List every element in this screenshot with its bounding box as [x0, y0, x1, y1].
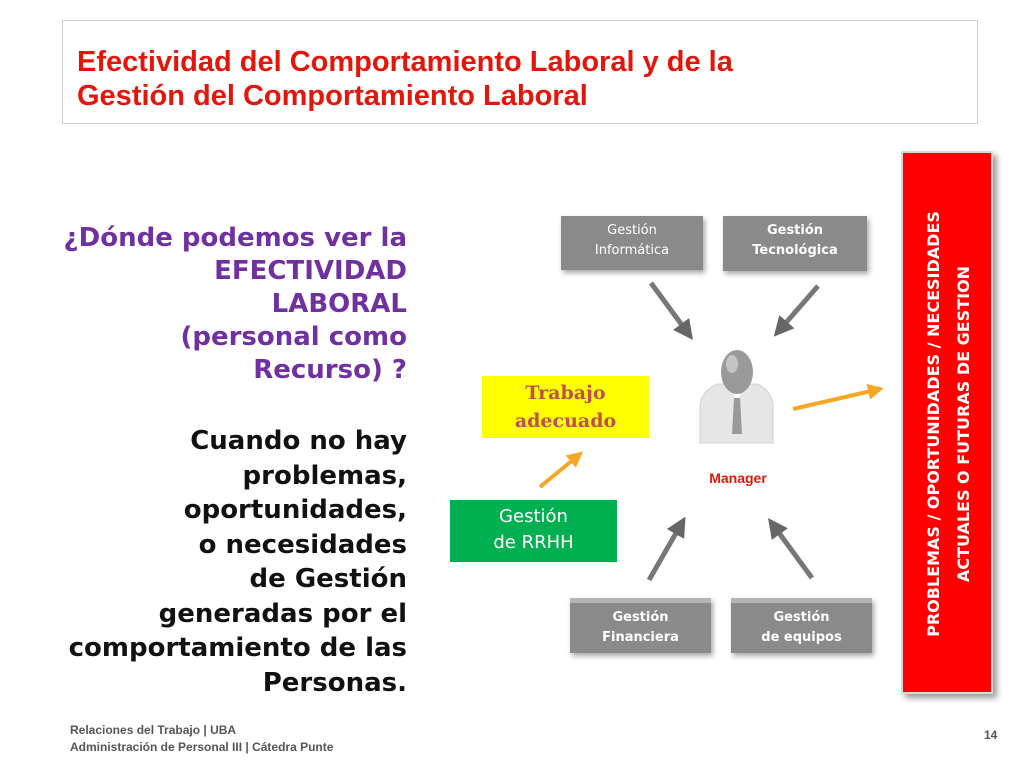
question-line: ¿Dónde podemos ver la — [63, 223, 407, 253]
question-line: Recurso) ? — [253, 355, 407, 385]
trabajo-adecuado-line: adecuado — [514, 410, 617, 432]
gestion-informatica-line: Informática — [594, 243, 670, 258]
gestion-financiera-line: Financiera — [602, 630, 679, 645]
answer-line: Personas. — [262, 667, 407, 698]
trabajo-adecuado-box — [482, 376, 649, 438]
answer-line: oportunidades, — [183, 495, 407, 525]
answer-line: Cuando no hay — [190, 426, 407, 456]
title-line-1: Efectividad del Comportamiento Laboral y de la — [77, 46, 733, 78]
answer-line: generadas por el — [158, 598, 407, 629]
answer-line: de Gestión — [249, 564, 407, 594]
arrow-from-tecnologica — [777, 286, 818, 333]
gestion-rrhh-line: de RRHH — [493, 532, 574, 553]
gestion-financiera-line: Gestión — [612, 610, 669, 625]
arrow-rrhh-to-trabajo — [540, 454, 580, 487]
gestion-tecnologica-box — [723, 216, 867, 271]
gestion-tecnologica-line: Tecnológica — [752, 243, 838, 258]
answer-line: problemas, — [242, 460, 407, 491]
manager-label: Manager — [709, 470, 767, 486]
page-number: 14 — [984, 728, 998, 742]
problems-panel-text — [919, 154, 979, 694]
answer-line: o necesidades — [198, 529, 407, 560]
arrow-manager-to-panel — [793, 389, 880, 409]
panel-line-2: ACTUALES O FUTURAS DE GESTION — [954, 265, 973, 583]
arrow-from-informatica — [651, 283, 690, 336]
arrow-from-equipos — [771, 522, 812, 578]
gestion-financiera-box — [570, 598, 711, 653]
arrow-from-financiera — [649, 521, 683, 580]
gestion-tecnologica-line: Gestión — [766, 223, 824, 238]
trabajo-adecuado-line: Trabajo — [525, 382, 606, 404]
gestion-equipos-line: Gestión — [773, 610, 830, 625]
footer — [70, 722, 333, 756]
gestion-informatica-box — [561, 216, 703, 270]
question-line: LABORAL — [271, 289, 407, 319]
title-line-2: Gestión del Comportamiento Laboral — [77, 80, 588, 112]
gestion-equipos-box — [731, 598, 872, 653]
gestion-informatica-line: Gestión — [607, 223, 657, 238]
question-line: (personal como — [180, 322, 407, 352]
question-line: EFECTIVIDAD — [214, 256, 407, 286]
gestion-rrhh-line: Gestión — [499, 506, 568, 527]
answer-line: comportamiento de las — [68, 633, 407, 663]
problems-panel — [901, 151, 993, 694]
gestion-rrhh-box — [450, 500, 617, 562]
footer-line-1: Relaciones del Trabajo | UBA — [70, 723, 237, 737]
panel-line-1: PROBLEMAS / OPORTUNIDADES / NECESIDADES — [924, 211, 943, 637]
footer-line-2: Administración de Personal III | Cátedra Punte — [70, 740, 334, 754]
gestion-equipos-line: de equipos — [761, 630, 842, 645]
person-silhouette-icon — [700, 350, 773, 443]
